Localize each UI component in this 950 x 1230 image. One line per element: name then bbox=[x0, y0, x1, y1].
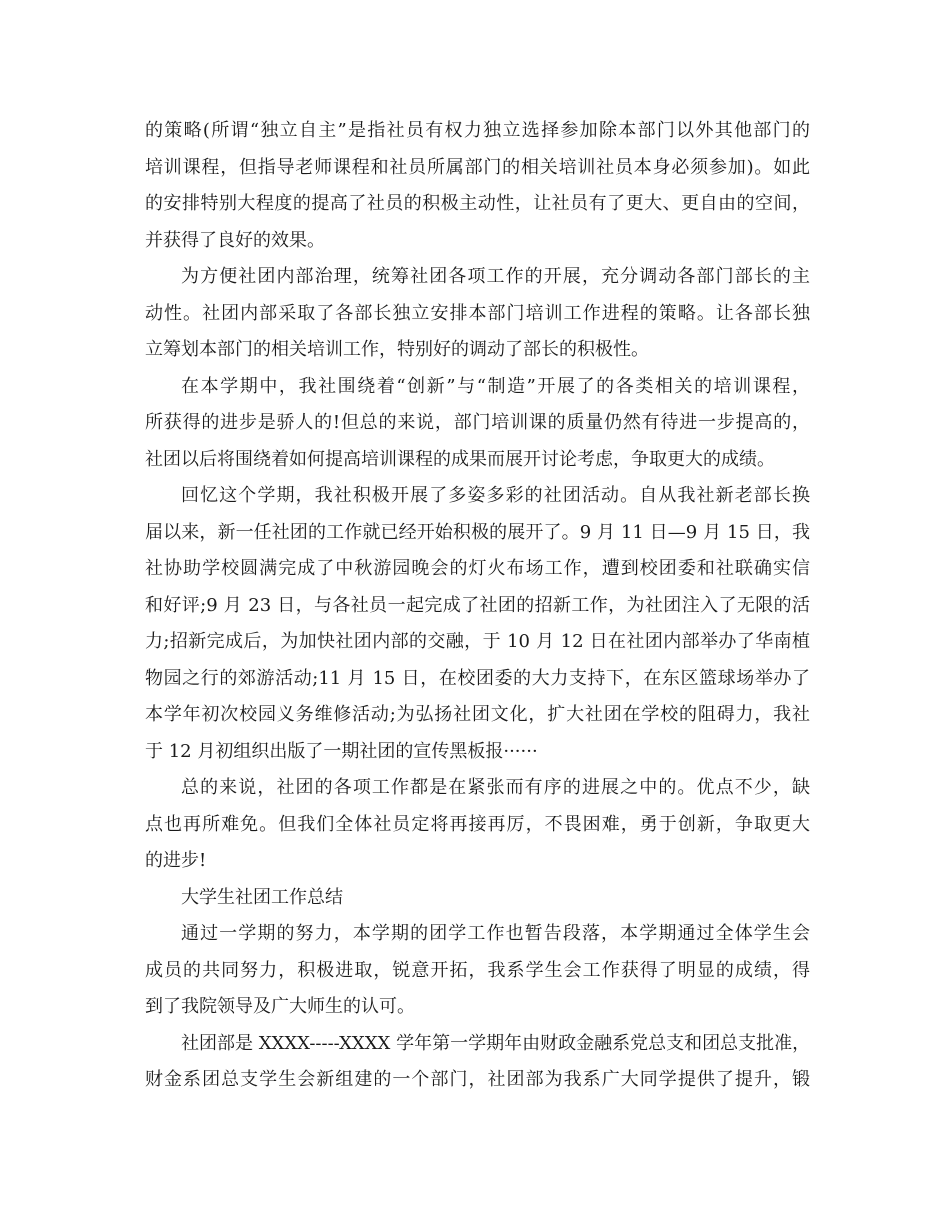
text-line: 的策略(所谓“独立自主”是指社员有权力独立选择参加除本部门以外其他部门的 bbox=[145, 120, 810, 141]
text-line: 到了我院领导及广大师生的认可。 bbox=[145, 996, 415, 1017]
text-line: 的安排特别大程度的提高了社员的积极主动性，让社员有了更大、更自由的空间， bbox=[145, 193, 810, 214]
text-line: 并获得了良好的效果。 bbox=[145, 229, 325, 251]
text-line: 和好评;9 月 23 日，与各社员一起完成了社团的招新工作，为社团注入了无限的活 bbox=[145, 594, 810, 616]
text-line: 社团部是 XXXX-----XXXX 学年第一学期年由财政金融系党总支和团总支批准， bbox=[181, 1032, 811, 1054]
text-line: 大学生社团工作总结 bbox=[181, 886, 343, 908]
text-line: 届以来，新一任社团的工作就已经开始积极的展开了。9 月 11 日—9 月 15 日，我 bbox=[145, 521, 810, 543]
text-line: 通过一学期的努力，本学期的团学工作也暂告段落，本学期通过全体学生会 bbox=[181, 923, 810, 944]
text-line: 力;招新完成后，为加快社团内部的交融，于 10 月 12 日在社团内部举办了华南植 bbox=[145, 631, 810, 652]
text-line: 所获得的进步是骄人的!但总的来说，部门培训课的质量仍然有待进一步提高的， bbox=[145, 412, 810, 433]
text-line: 立筹划本部门的相关培训工作，特别好的调动了部长的积极性。 bbox=[145, 339, 649, 360]
text-line: 培训课程，但指导老师课程和社员所属部门的相关培训社员本身必须参加)。如此 bbox=[145, 156, 810, 178]
text-line: 成员的共同努力，积极进取，锐意开拓，我系学生会工作获得了明显的成绩，得 bbox=[145, 959, 810, 981]
text-line: 社团以后将围绕着如何提高培训课程的成果而展开讨论考虑，争取更大的成绩。 bbox=[145, 448, 775, 470]
text-line: 为方便社团内部治理，统筹社团各项工作的开展，充分调动各部门部长的主 bbox=[181, 266, 810, 287]
text-line: 本学年初次校园义务维修活动;为弘扬社团文化，扩大社团在学校的阻碍力，我社 bbox=[145, 704, 810, 725]
text-line: 动性。社团内部采取了各部长独立安排本部门培训工作进程的策略。让各部长独 bbox=[145, 302, 810, 324]
text-line: 点也再所难免。但我们全体社员定将再接再厉，不畏困难，勇于创新，争取更大 bbox=[145, 813, 810, 835]
text-line: 在本学期中，我社围绕着“创新”与“制造”开展了的各类相关的培训课程， bbox=[181, 375, 810, 397]
text-line: 的进步! bbox=[145, 850, 207, 871]
text-line: 总的来说，社团的各项工作都是在紧张而有序的进展之中的。优点不少，缺 bbox=[181, 777, 810, 798]
text-line: 物园之行的郊游活动;11 月 15 日，在校团委的大力支持下，在东区篮球场举办了 bbox=[145, 667, 810, 689]
text-line: 财金系团总支学生会新组建的一个部门，社团部为我系广大同学提供了提升，锻 bbox=[145, 1069, 810, 1090]
text-line: 于 12 月初组织出版了一期社团的宣传黑板报······ bbox=[145, 740, 538, 762]
text-line: 社协助学校圆满完成了中秋游园晚会的灯火布场工作，遭到校团委和社联确实信 bbox=[145, 558, 810, 579]
text-line: 回忆这个学期，我社积极开展了多姿多彩的社团活动。自从我社新老部长换 bbox=[181, 485, 810, 506]
document-body bbox=[145, 113, 810, 1099]
